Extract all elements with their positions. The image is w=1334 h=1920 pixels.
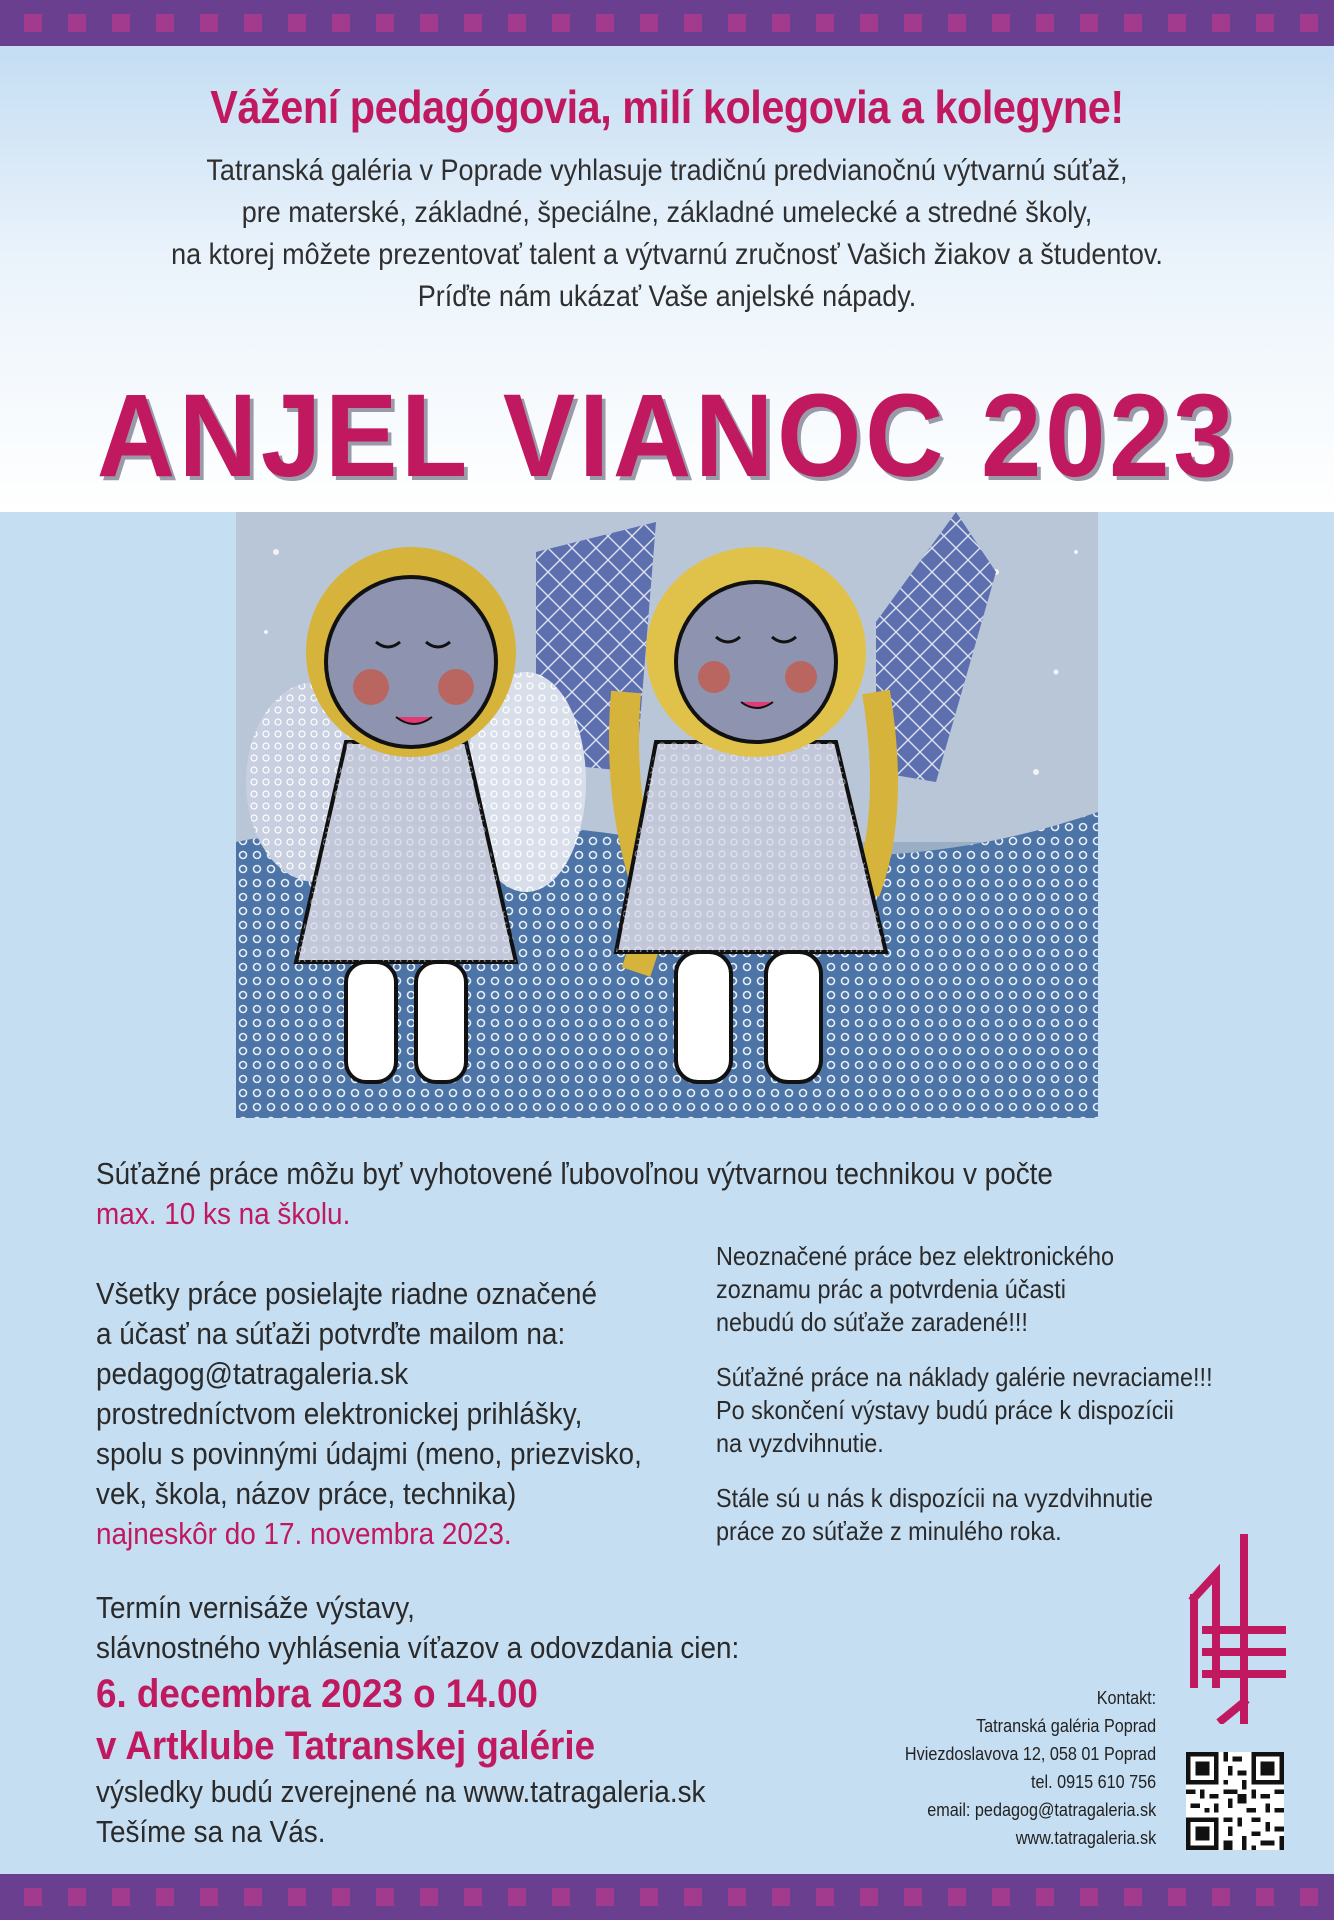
- techniques-text: Súťažné práce môžu byť vyhotovené ľubovoľnou výtvarnou technikou v počte: [96, 1156, 1053, 1191]
- contact-label: Kontakt:: [1096, 1688, 1156, 1708]
- qr-code-icon: [1186, 1752, 1284, 1850]
- event-intro: [96, 1588, 811, 1668]
- note-line: na vyzdvihnutie.: [716, 1428, 884, 1458]
- intro-paragraph: [100, 150, 1234, 318]
- submission-line: a účasť na súťaži potvrďte mailom na:: [96, 1316, 566, 1351]
- contact-block: [877, 1684, 1156, 1852]
- submission-line: spolu s povinnými údajmi (meno, priezvisko,: [96, 1436, 642, 1471]
- note-line: Stále sú u nás k dispozícii na vyzdvihnutie: [716, 1483, 1154, 1513]
- greeting-heading: Vážení pedagógovia, milí kolegovia a kolegyne!: [210, 81, 1124, 133]
- contact-phone: tel. 0915 610 756: [1030, 1772, 1156, 1792]
- top-decorative-band: [0, 0, 1334, 46]
- angels-painting-image: [236, 512, 1098, 1118]
- closing-line: Tešíme sa na Vás.: [96, 1814, 326, 1849]
- techniques-limit: max. 10 ks na školu.: [96, 1196, 351, 1231]
- intro-line: Príďte nám ukázať Vaše anjelské nápady.: [417, 280, 917, 313]
- event-date: 6. decembra 2023 o 14.00: [96, 1672, 538, 1716]
- submission-line: Všetky práce posielajte riadne označené: [96, 1276, 597, 1311]
- main-title: ANJEL VIANOC 2023: [96, 370, 1238, 502]
- contact-address: Hviezdoslavova 12, 058 01 Poprad: [904, 1744, 1156, 1764]
- results-info: výsledky budú zverejnené na www.tatragaleria.sk: [96, 1774, 706, 1809]
- contact-name: Tatranská galéria Poprad: [975, 1716, 1156, 1736]
- note-line: zoznamu prác a potvrdenia účasti: [716, 1274, 1066, 1304]
- contact-email: email: pedagog@tatragaleria.sk: [927, 1800, 1156, 1820]
- note-line: Neoznačené práce bez elektronického: [716, 1241, 1115, 1271]
- submission-line: vek, škola, názov práce, technika): [96, 1476, 517, 1511]
- submission-email: pedagog@tatragaleria.sk: [96, 1356, 409, 1391]
- submission-section: [96, 1274, 702, 1554]
- techniques-section: [96, 1154, 1159, 1234]
- note-line: Súťažné práce na náklady galérie nevraciame!!!: [716, 1362, 1213, 1392]
- submission-deadline: najneskôr do 17. novembra 2023.: [96, 1516, 512, 1551]
- event-intro-line: slávnostného vyhlásenia víťazov a odovzdania cien:: [96, 1630, 740, 1665]
- event-place: v Artklube Tatranskej galérie: [96, 1724, 596, 1768]
- note-line: nebudú do súťaže zaradené!!!: [716, 1307, 1028, 1337]
- notes-section: [716, 1240, 1268, 1548]
- submission-line: prostredníctvom elektronickej prihlášky,: [96, 1396, 583, 1431]
- intro-line: na ktorej môžete prezentovať talent a výtvarnú zručnosť Vašich žiakov a študentov.: [171, 238, 1163, 271]
- gallery-logo-icon: [1186, 1534, 1286, 1724]
- event-outro: [96, 1772, 773, 1852]
- event-intro-line: Termín vernisáže výstavy,: [96, 1590, 415, 1625]
- bottom-decorative-band: [0, 1874, 1334, 1920]
- intro-line: pre materské, základné, špeciálne, základné umelecké a stredné školy,: [241, 196, 1093, 229]
- contact-web: www.tatragaleria.sk: [1015, 1828, 1156, 1848]
- event-details: [96, 1668, 638, 1772]
- angels-artwork: [236, 512, 1098, 1118]
- note-line: práce zo súťaže z minulého roka.: [716, 1516, 1062, 1546]
- note-line: Po skončení výstavy budú práce k dispozícii: [716, 1395, 1174, 1425]
- intro-line: Tatranská galéria v Poprade vyhlasuje tradičnú predvianočnú výtvarnú súťaž,: [206, 154, 1128, 187]
